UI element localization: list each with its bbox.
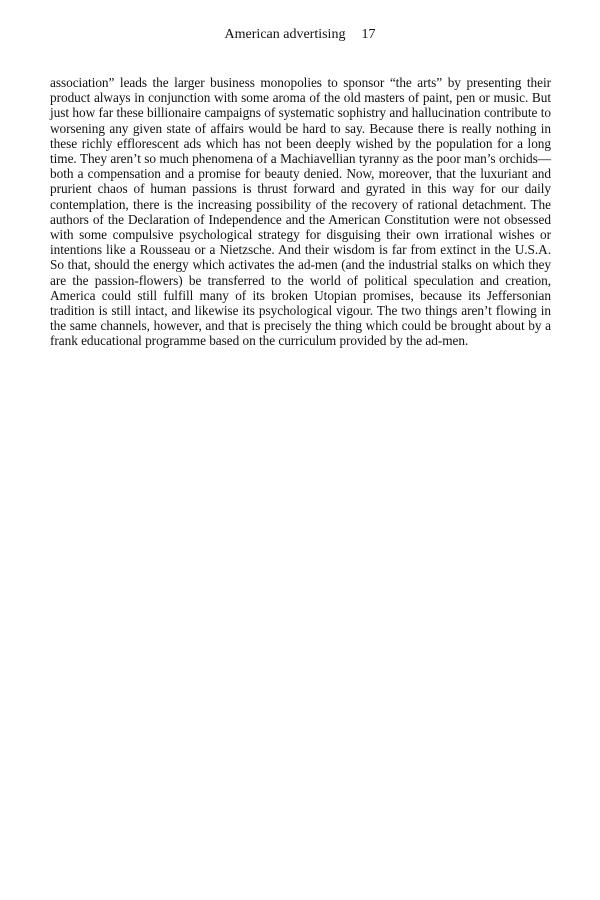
page-number: 17 bbox=[361, 27, 376, 42]
body-paragraph: association” leads the larger business monopolies to sponsor “the arts” by presenting their product always in conjunction with some aroma of the old masters of paint, pen or music. But just how far these billionaire campaigns of systematic sophistry and hallucination contribute to worsening any given state of affairs would be hard to say. Because there is really nothing in these richly efflorescent ads which has not been deeply wished by the population for a long time. They aren’t so much phenomena of a Machiavellian tyranny as the poor man’s orchids—both a compensation and a promise for beauty denied. Now, moreover, that the luxuriant and prurient chaos of human passions is thrust forward and gyrated in this way for our daily contemplation, there is the increasing possibility of the recovery of rational detachment. The authors of the Declaration of Independence and the American Constitution were not obsessed with some compulsive psychological strategy for disguising their own irrational wishes or intentions like a Rousseau or a Nietzsche. And their wisdom is far from extinct in the U.S.A. So that, should the energy which activates the ad-men (and the industrial stalks on which they are the passion-flowers) be transferred to the world of political speculation and creation, America could still fulfill many of its broken Utopian promises, because its Jeffersonian tradition is still intact, and likewise its psychological vigour. The two things aren’t flowing in the same channels, however, and that is precisely the thing which could be brought about by a frank educational programme based on the curriculum provided by the ad-men. bbox=[50, 75, 551, 349]
running-head bbox=[0, 27, 600, 43]
running-title: American advertising bbox=[224, 27, 346, 42]
